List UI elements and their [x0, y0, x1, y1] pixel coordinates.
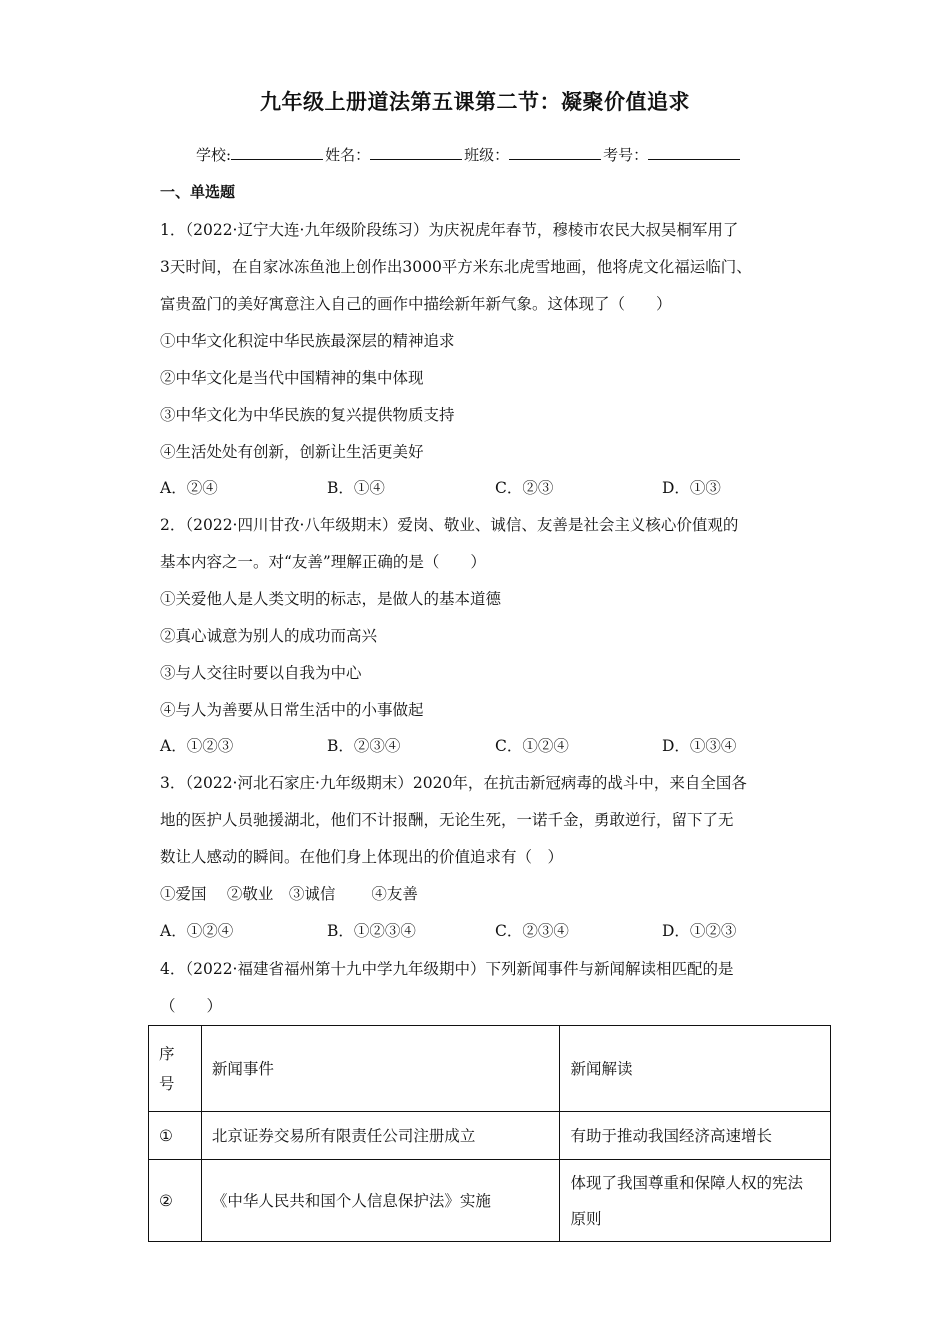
table-row [149, 1160, 831, 1242]
question-2-options [160, 734, 800, 756]
question-2-statement-1: ①关爱他人是人类文明的标志，是做人的基本道德 [160, 590, 502, 608]
table-row [149, 1112, 831, 1160]
question-3-line-1: 3．（2022·河北石家庄·九年级期末）2020年，在抗击新冠病毒的战斗中，来自全国各 [160, 774, 747, 792]
table-cell-event: 北京证券交易所有限责任公司注册成立 [201, 1112, 560, 1160]
question-1-statement-1: ①中华文化积淀中华民族最深层的精神追求 [160, 332, 455, 350]
question-2-option-a[interactable]: A．①②③ [160, 737, 234, 755]
question-1-options [160, 476, 800, 498]
class-blank[interactable] [509, 145, 601, 160]
table-cell-number: ① [149, 1112, 202, 1160]
question-2-option-c[interactable]: C．①②④ [495, 737, 569, 755]
name-blank[interactable] [370, 145, 462, 160]
question-3-line-2: 地的医护人员驰援湖北，他们不计报酬，无论生死，一诺千金，勇敢逆行，留下了无 [160, 811, 734, 829]
page-title: 九年级上册道法第五课第二节：凝聚价值追求 [260, 89, 690, 114]
question-2-statement-3: ③与人交往时要以自我为中心 [160, 664, 362, 682]
question-4-line-2: （ ） [160, 997, 223, 1015]
question-2-statement-2: ②真心诚意为别人的成功而高兴 [160, 627, 378, 645]
question-2-line-2: 基本内容之一。对“友善”理解正确的是（ ） [160, 553, 486, 571]
question-1-line-2: 3天时间，在自家冰冻鱼池上创作出3000平方米东北虎雪地画，他将虎文化福运临门、 [160, 258, 752, 276]
question-3-option-b[interactable]: B．①②③④ [327, 922, 416, 940]
exam-number-label: 考号： [603, 146, 649, 164]
header-cell-number: 序号 [149, 1026, 202, 1112]
question-1-option-b[interactable]: B．①④ [327, 479, 385, 497]
news-table [148, 1025, 831, 1242]
question-3-option-c[interactable]: C．②③④ [495, 922, 569, 940]
table-cell-event: 《中华人民共和国个人信息保护法》实施 [201, 1160, 560, 1242]
question-3-line-3: 数让人感动的瞬间。在他们身上体现出的价值追求有（ ） [160, 848, 564, 866]
school-label: 学校: [196, 146, 232, 164]
question-1-line-3: 富贵盈门的美好寓意注入自己的画作中描绘新年新气象。这体现了（ ） [160, 295, 672, 313]
question-3-statements: ①爱国 ②敬业 ③诚信 ④友善 [160, 885, 418, 903]
question-1-line-1: 1．（2022·辽宁大连·九年级阶段练习）为庆祝虎年春节，穆棱市农民大叔吴桐军用了 [160, 221, 739, 239]
header-cell-interpretation: 新闻解读 [560, 1026, 831, 1112]
question-3-option-d[interactable]: D．①②③ [662, 922, 737, 940]
question-1-option-d[interactable]: D．①③ [662, 479, 721, 497]
question-3-options [160, 919, 800, 941]
table-cell-interpretation: 体现了我国尊重和保障人权的宪法原则 [560, 1160, 831, 1242]
class-label: 班级： [464, 146, 510, 164]
table-cell-interpretation: 有助于推动我国经济高速增长 [560, 1112, 831, 1160]
section-heading: 一、单选题 [160, 183, 236, 201]
table-cell-number: ② [149, 1160, 202, 1242]
question-1-option-a[interactable]: A．②④ [160, 479, 218, 497]
question-2-line-1: 2．（2022·四川甘孜·八年级期末）爱岗、敬业、诚信、友善是社会主义核心价值观的 [160, 516, 739, 534]
question-4-line-1: 4．（2022·福建省福州第十九中学九年级期中）下列新闻事件与新闻解读相匹配的是 [160, 960, 734, 978]
question-1-statement-2: ②中华文化是当代中国精神的集中体现 [160, 369, 424, 387]
question-2-option-b[interactable]: B．②③④ [327, 737, 401, 755]
school-blank[interactable] [231, 145, 323, 160]
question-2-option-d[interactable]: D．①③④ [662, 737, 737, 755]
question-3-option-a[interactable]: A．①②④ [160, 922, 234, 940]
student-info-line [196, 144, 742, 165]
question-1-option-c[interactable]: C．②③ [495, 479, 554, 497]
exam-number-blank[interactable] [648, 145, 740, 160]
table-header-row [149, 1026, 831, 1112]
header-cell-event: 新闻事件 [201, 1026, 560, 1112]
question-1-statement-4: ④生活处处有创新，创新让生活更美好 [160, 443, 424, 461]
question-2-statement-4: ④与人为善要从日常生活中的小事做起 [160, 701, 424, 719]
question-1-statement-3: ③中华文化为中华民族的复兴提供物质支持 [160, 406, 455, 424]
name-label: 姓名： [325, 146, 371, 164]
